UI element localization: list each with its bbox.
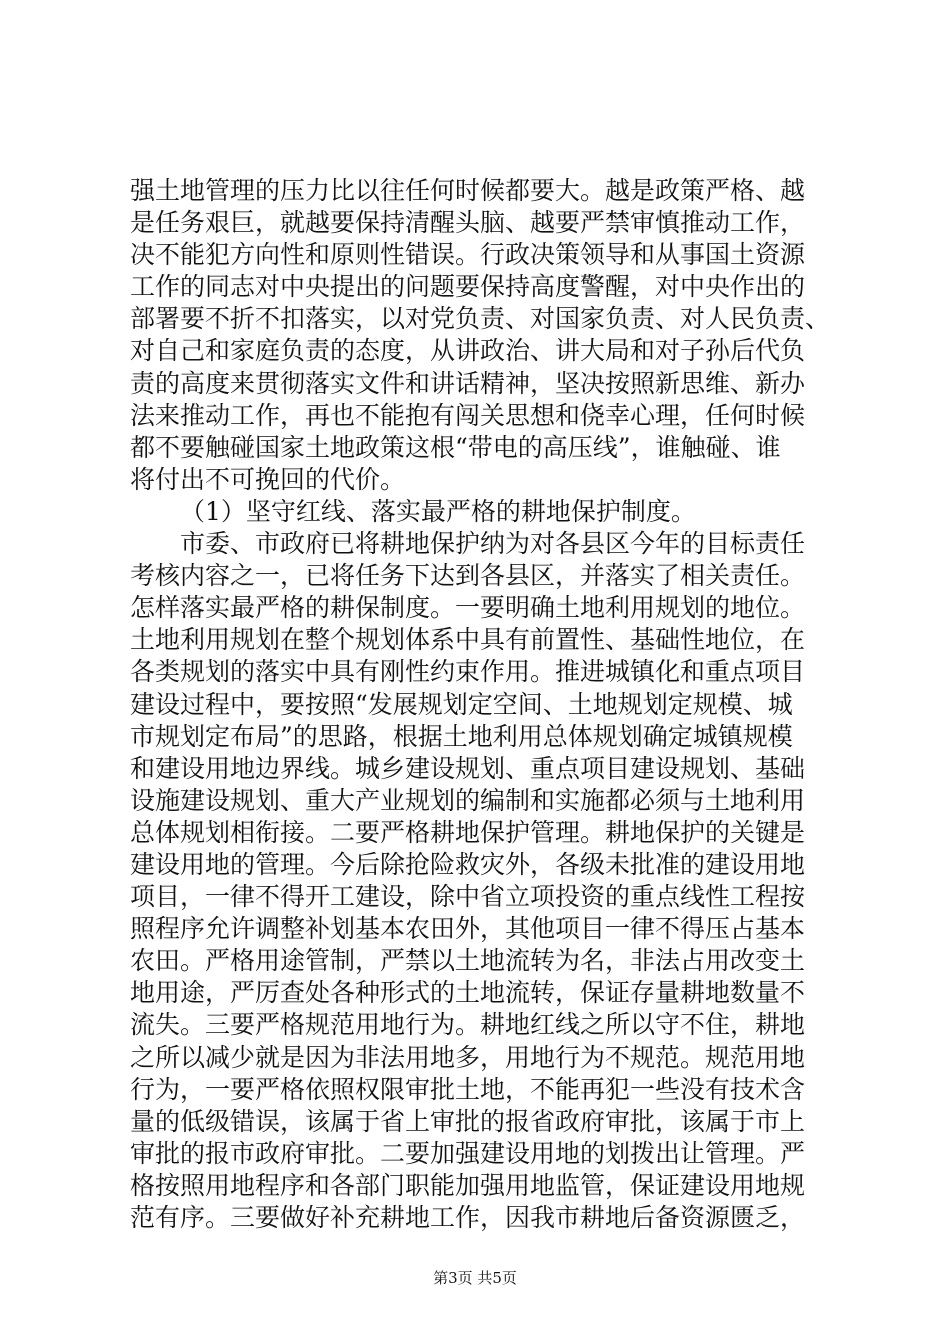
document-body <box>130 175 850 1234</box>
text-line: 将付出不可挽回的代价。 <box>130 464 406 494</box>
text-line: 之所以减少就是因为非法用地多，用地行为不规范。规范用地 <box>130 1042 806 1072</box>
text-line: 设施建设规划、重大产业规划的编制和实施都必须与土地利用 <box>130 785 806 815</box>
text-line: 市委、市政府已将耕地保护纳为对各县区今年的目标责任 <box>180 529 806 559</box>
text-line: 都不要触碰国家土地政策这根“带电的高压线”，谁触碰、谁 <box>130 432 781 462</box>
text-line: 法来推动工作，再也不能抱有闯关思想和侥幸心理，任何时候 <box>130 400 806 430</box>
text-line: 总体规划相衔接。二要严格耕地保护管理。耕地保护的关键是 <box>130 817 806 847</box>
text-line: 流失。三要严格规范用地行为。耕地红线之所以守不住，耕地 <box>130 1010 806 1040</box>
text-line: 各类规划的落实中具有刚性约束作用。推进城镇化和重点项目 <box>130 657 806 687</box>
text-line: 农田。严格用途管制，严禁以土地流转为名，非法占用改变土 <box>130 946 806 976</box>
paragraph <box>130 528 850 1234</box>
text-line: 部署要不折不扣落实，以对党负责、对国家负责、对人民负责、 <box>130 304 831 334</box>
text-line: 建设过程中，要按照“发展规划定空间、土地规划定规模、城 <box>130 689 793 719</box>
text-line: 怎样落实最严格的耕保制度。一要明确土地利用规划的地位。 <box>130 593 806 623</box>
paragraph <box>130 175 850 496</box>
text-line: 土地利用规划在整个规划体系中具有前置性、基础性地位，在 <box>130 625 806 655</box>
text-line: 项目，一律不得开工建设，除中省立项投资的重点线性工程按 <box>130 882 806 912</box>
text-line: 工作的同志对中央提出的问题要保持高度警醒，对中央作出的 <box>130 272 806 302</box>
text-line: 对自己和家庭负责的态度，从讲政治、讲大局和对子孙后代负 <box>130 336 806 366</box>
text-line: 强土地管理的压力比以往任何时候都要大。越是政策严格、越 <box>130 176 806 205</box>
text-line: 范有序。三要做好补充耕地工作，因我市耕地后备资源匮乏， <box>130 1203 806 1232</box>
text-line: 责的高度来贯彻落实文件和讲话精神，坚决按照新思维、新办 <box>130 368 806 398</box>
text-line: 行为，一要严格依照权限审批土地，不能再犯一些没有技术含 <box>130 1074 806 1104</box>
text-line: 市规划定布局”的思路，根据土地利用总体规划确定城镇规模 <box>130 721 793 751</box>
text-line: 审批的报市政府审批。二要加强建设用地的划拨出让管理。严 <box>130 1138 806 1168</box>
text-line: 照程序允许调整补划基本农田外，其他项目一律不得压占基本 <box>130 914 806 944</box>
text-line: 地用途，严厉查处各种形式的土地流转，保证存量耕地数量不 <box>130 978 806 1008</box>
text-line: 格按照用地程序和各部门职能加强用地监管，保证建设用地规 <box>130 1170 806 1200</box>
text-line: （1）坚守红线、落实最严格的耕地保护制度。 <box>180 496 696 526</box>
text-line: 考核内容之一，已将任务下达到各县区，并落实了相关责任。 <box>130 561 806 591</box>
paragraph <box>130 496 850 528</box>
text-line: 建设用地的管理。今后除抢险救灾外，各级未批准的建设用地 <box>130 849 806 879</box>
text-line: 和建设用地边界线。城乡建设规划、重点项目建设规划、基础 <box>130 753 806 783</box>
text-line: 量的低级错误，该属于省上审批的报省政府审批，该属于市上 <box>130 1106 806 1136</box>
page-footer: 第3页 共5页 <box>433 1269 517 1287</box>
text-line: 决不能犯方向性和原则性错误。行政决策领导和从事国土资源 <box>130 240 806 270</box>
text-line: 是任务艰巨，就越要保持清醒头脑、越要严禁审慎推动工作， <box>130 208 806 238</box>
